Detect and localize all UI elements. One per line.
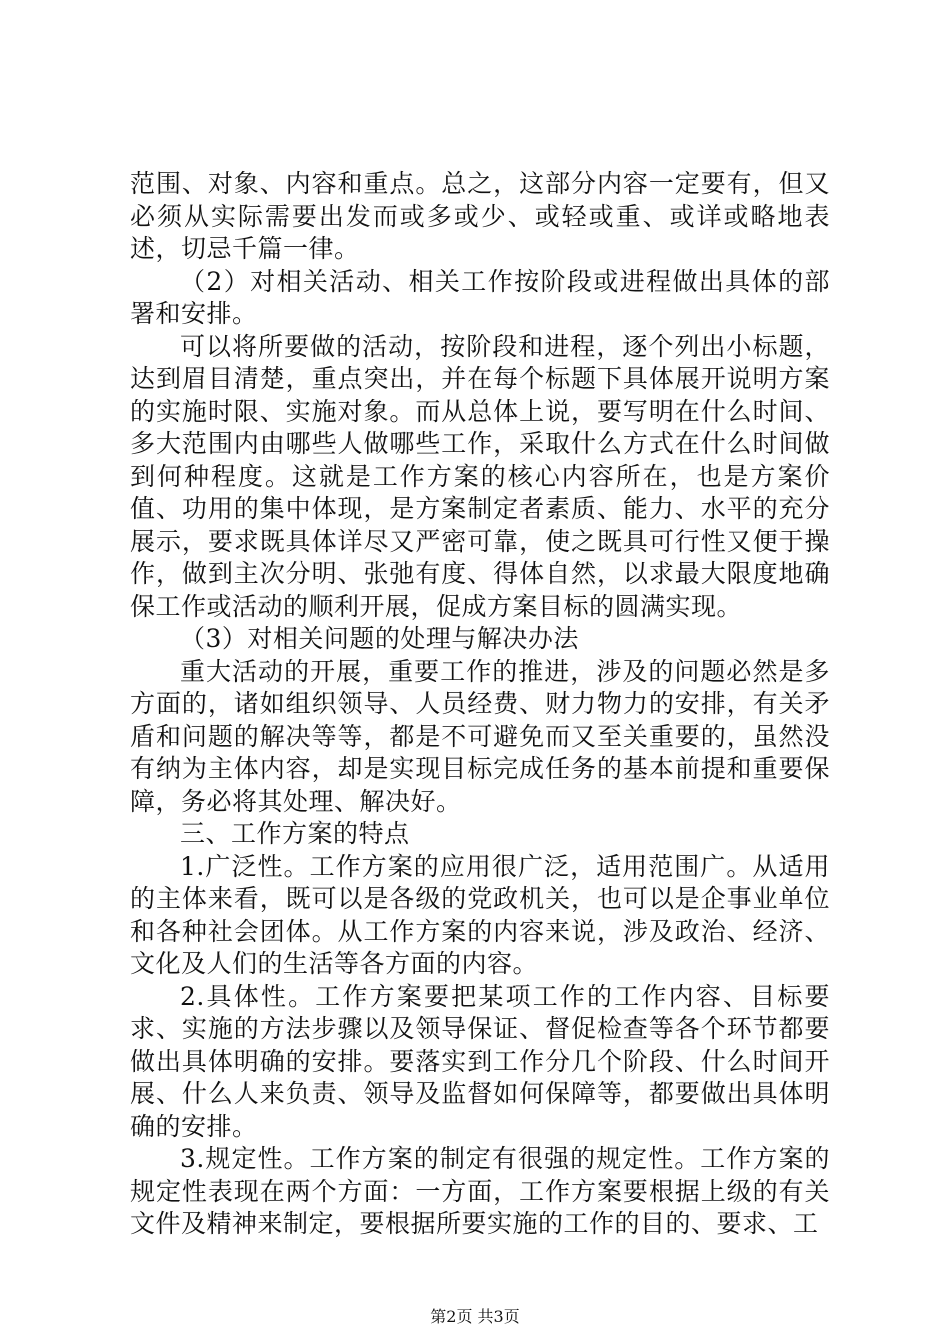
paragraph-continuation: 范围、对象、内容和重点。总之，这部分内容一定要有，但又必须从实际需要出发而或多或少、或轻或重、或详或略地表述，切忌千篇一律。	[130, 169, 830, 263]
paragraph-feature-2: 2.具体性。工作方案要把某项工作的工作内容、目标要求、实施的方法步骤以及领导保证、督促检查等各个环节都要做出具体明确的安排。要落实到工作分几个阶段、什么时间开展、什么人来负责、领导及监督如何保障等，都要做出具体明确的安排。	[130, 981, 830, 1141]
paragraph-subheading-2: （2）对相关活动、相关工作按阶段或进程做出具体的部署和安排。	[130, 266, 830, 328]
document-body	[130, 168, 830, 1241]
page-footer: 第2页 共3页	[430, 1307, 520, 1326]
paragraph-stages: 可以将所要做的活动，按阶段和进程，逐个列出小标题，达到眉目清楚，重点突出，并在每个标题下具体展开说明方案的实施时限、实施对象。而从总体上说，要写明在什么时间、多大范围内由哪些人做哪些工作，采取什么方式在什么时间做到何种程度。这就是工作方案的核心内容所在，也是方案价值、功用的集中体现，是方案制定者素质、能力、水平的充分展示，要求既具体详尽又严密可靠，使之既具可行性又便于操作，做到主次分明、张弛有度、得体自然，以求最大限度地确保工作或活动的顺利开展，促成方案目标的圆满实现。	[130, 331, 830, 621]
paragraph-subheading-3: （3）对相关问题的处理与解决办法	[180, 624, 579, 653]
paragraph-problems: 重大活动的开展，重要工作的推进，涉及的问题必然是多方面的，诸如组织领导、人员经费、财力物力的安排，有关矛盾和问题的解决等等，都是不可避免而又至关重要的，虽然没有纳为主体内容，却是实现目标完成任务的基本前提和重要保障，务必将其处理、解决好。	[130, 656, 830, 816]
paragraph-feature-1: 1.广泛性。工作方案的应用很广泛，适用范围广。从适用的主体来看，既可以是各级的党政机关，也可以是企事业单位和各种社会团体。从工作方案的内容来说，涉及政治、经济、文化及人们的生活等各方面的内容。	[130, 851, 830, 978]
section-heading-features: 三、工作方案的特点	[180, 819, 410, 848]
paragraph-feature-3: 3.规定性。工作方案的制定有很强的规定性。工作方案的规定性表现在两个方面：一方面，工作方案要根据上级的有关文件及精神来制定，要根据所要实施的工作的目的、要求、工	[130, 1144, 830, 1238]
